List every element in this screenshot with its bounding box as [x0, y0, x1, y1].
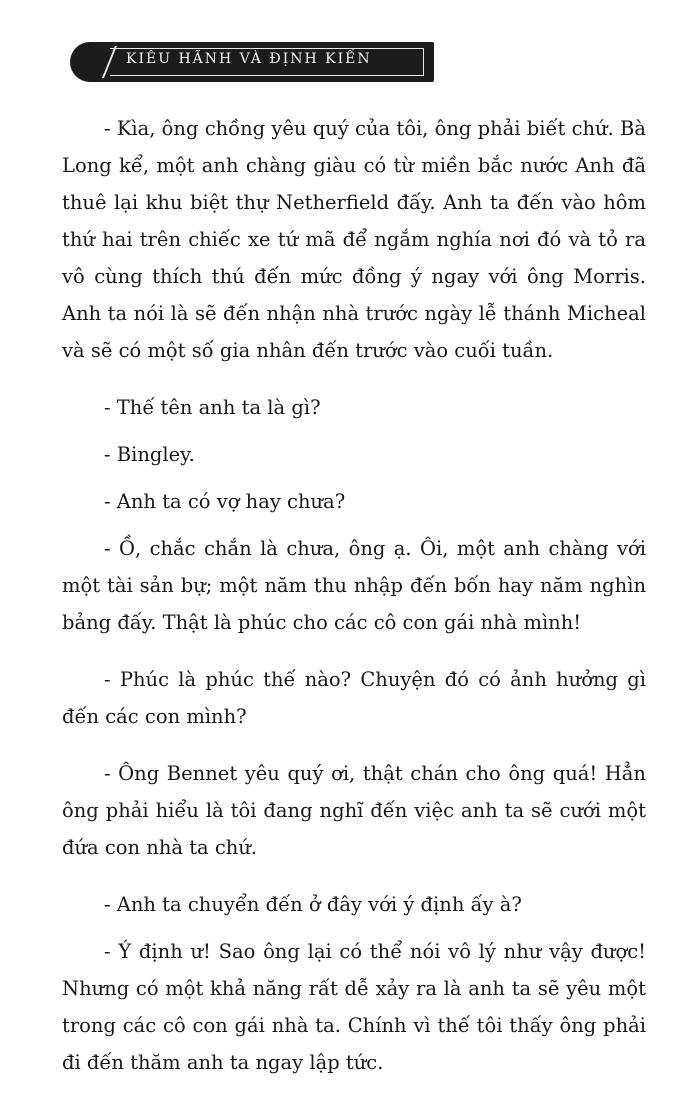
paragraph-5: - Ồ, chắc chắn là chưa, ông ạ. Ôi, một anh chàng với một tài sản bự; một năm thu nhập đến bốn hay năm nghìn bảng đấy. Thật là phúc cho các cô con gái nhà mình!	[62, 537, 646, 634]
paragraph-1: - Kìa, ông chồng yêu quý của tôi, ông phải biết chứ. Bà Long kể, một anh chàng giàu có từ miền bắc nước Anh đã thuê lại khu biệt thự Netherfield đấy. Anh ta đến vào hôm thứ hai trên chiếc xe tứ mã để ngắm nghía nơi đó và tỏ ra vô cùng thích thú đến mức đồng ý ngay với ông Morris. Anh ta nói là sẽ đến nhận nhà trước ngày lễ thánh Micheal và sẽ có một số gia nhân đến trước vào cuối tuần.	[62, 117, 646, 362]
paragraph-9: - Ý định ư! Sao ông lại có thể nói vô lý như vậy được! Nhưng có một khả năng rất dễ xảy ra là anh ta sẽ yêu một trong các cô con gái nhà ta. Chính vì thế tôi thấy ông phải đi đến thăm anh ta ngay lập tức.	[62, 940, 646, 1074]
running-header	[70, 42, 434, 82]
paragraph-6: - Phúc là phúc thế nào? Chuyện đó có ảnh hưởng gì đến các con mình?	[62, 668, 646, 728]
paragraph-2: - Thế tên anh ta là gì?	[104, 396, 321, 419]
paragraph-3: - Bingley.	[104, 443, 195, 466]
paragraph-4: - Anh ta có vợ hay chưa?	[104, 490, 346, 513]
paragraph-7: - Ông Bennet yêu quý ơi, thật chán cho ông quá! Hẳn ông phải hiểu là tôi đang nghĩ đến việc anh ta sẽ cưới một đứa con nhà ta chứ.	[62, 762, 646, 859]
paragraph-8: - Anh ta chuyển đến ở đây với ý định ấy à?	[104, 893, 522, 916]
book-title: KIÊU HÃNH VÀ ĐỊNH KIẾN	[126, 51, 372, 67]
page-body	[62, 110, 646, 1101]
